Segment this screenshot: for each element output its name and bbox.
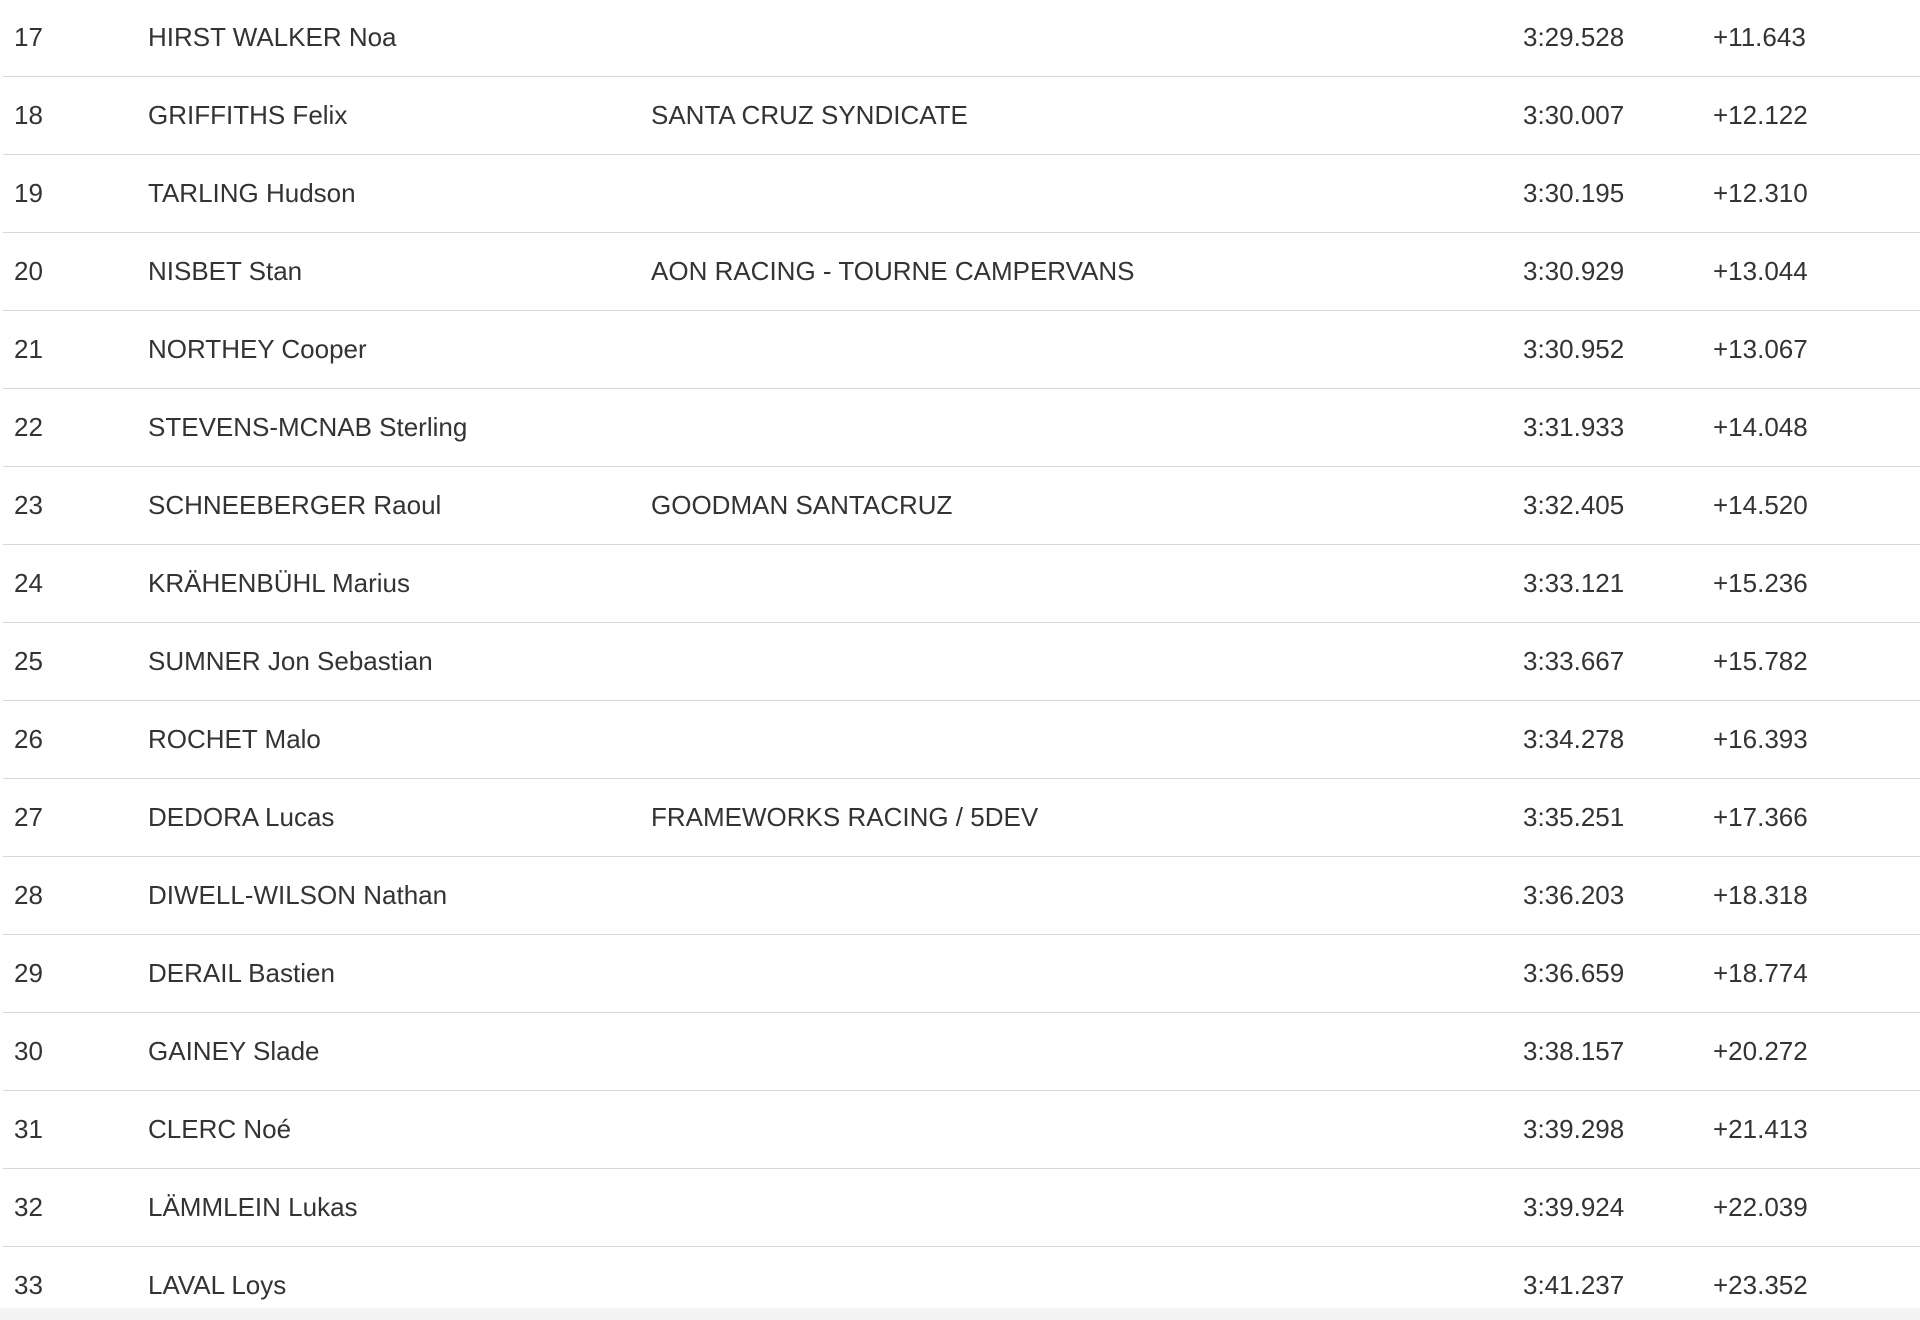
rank-cell: 31 — [14, 1114, 43, 1144]
table-row[interactable] — [3, 701, 1920, 779]
time-cell: 3:39.298 — [1523, 1114, 1625, 1144]
time-cell: 3:36.659 — [1523, 958, 1625, 988]
table-row[interactable] — [3, 545, 1920, 623]
gap-cell: +22.039 — [1713, 1192, 1808, 1222]
rider-name-cell: SCHNEEBERGER Raoul — [148, 490, 442, 520]
gap-cell: +18.318 — [1713, 880, 1808, 910]
rider-name-cell: NORTHEY Cooper — [148, 334, 367, 364]
team-cell: FRAMEWORKS RACING / 5DEV — [651, 802, 1039, 832]
table-row[interactable] — [3, 389, 1920, 467]
time-cell: 3:38.157 — [1523, 1036, 1625, 1066]
team-cell: GOODMAN SANTACRUZ — [651, 490, 953, 520]
table-row[interactable] — [3, 77, 1920, 155]
rider-name-cell: LÄMMLEIN Lukas — [148, 1192, 358, 1222]
gap-cell: +15.236 — [1713, 568, 1808, 598]
rider-name-cell: DIWELL-WILSON Nathan — [148, 880, 448, 910]
gap-cell: +13.044 — [1713, 256, 1808, 286]
rank-cell: 25 — [14, 646, 43, 676]
gap-cell: +14.048 — [1713, 412, 1808, 442]
rider-name-cell: HIRST WALKER Noa — [148, 22, 397, 52]
rider-name-cell: GAINEY Slade — [148, 1036, 320, 1066]
time-cell: 3:29.528 — [1523, 22, 1625, 52]
time-cell: 3:33.667 — [1523, 646, 1625, 676]
gap-cell: +17.366 — [1713, 802, 1808, 832]
time-cell: 3:31.933 — [1523, 412, 1625, 442]
time-cell: 3:33.121 — [1523, 568, 1625, 598]
rank-cell: 22 — [14, 412, 43, 442]
gap-cell: +20.272 — [1713, 1036, 1808, 1066]
time-cell: 3:32.405 — [1523, 490, 1625, 520]
time-cell: 3:30.929 — [1523, 256, 1625, 286]
rider-name-cell: KRÄHENBÜHL Marius — [148, 568, 410, 598]
rank-cell: 17 — [14, 22, 43, 52]
table-row[interactable] — [3, 311, 1920, 389]
table-row[interactable] — [3, 467, 1920, 545]
table-row[interactable] — [3, 779, 1920, 857]
rider-name-cell: DEDORA Lucas — [148, 802, 335, 832]
gap-cell: +11.643 — [1713, 22, 1806, 52]
bottom-fade — [0, 1308, 1920, 1320]
rank-cell: 18 — [14, 100, 43, 130]
gap-cell: +12.122 — [1713, 100, 1808, 130]
table-row[interactable] — [3, 1169, 1920, 1247]
time-cell: 3:30.007 — [1523, 100, 1625, 130]
gap-cell: +15.782 — [1713, 646, 1808, 676]
table-row[interactable] — [3, 857, 1920, 935]
rider-name-cell: SUMNER Jon Sebastian — [148, 646, 433, 676]
time-cell: 3:30.195 — [1523, 178, 1625, 208]
rider-name-cell: NISBET Stan — [148, 256, 303, 286]
team-cell: SANTA CRUZ SYNDICATE — [651, 100, 968, 130]
rank-cell: 24 — [14, 568, 43, 598]
rank-cell: 21 — [14, 334, 43, 364]
rider-name-cell: ROCHET Malo — [148, 724, 321, 754]
gap-cell: +14.520 — [1713, 490, 1808, 520]
time-cell: 3:41.237 — [1523, 1270, 1625, 1300]
rank-cell: 33 — [14, 1270, 43, 1300]
rider-name-cell: TARLING Hudson — [148, 178, 356, 208]
rider-name-cell: GRIFFITHS Felix — [148, 100, 348, 130]
rider-name-cell: CLERC Noé — [148, 1114, 292, 1144]
rank-cell: 30 — [14, 1036, 43, 1066]
table-row[interactable] — [3, 935, 1920, 1013]
gap-cell: +18.774 — [1713, 958, 1808, 988]
rank-cell: 29 — [14, 958, 43, 988]
gap-cell: +13.067 — [1713, 334, 1808, 364]
gap-cell: +23.352 — [1713, 1270, 1808, 1300]
table-row[interactable] — [3, 233, 1920, 311]
rank-cell: 23 — [14, 490, 43, 520]
team-cell: AON RACING - TOURNE CAMPERVANS — [651, 256, 1135, 286]
rider-name-cell: LAVAL Loys — [148, 1270, 287, 1300]
table-row[interactable] — [3, 0, 1920, 77]
table-row[interactable] — [3, 1013, 1920, 1091]
gap-cell: +21.413 — [1713, 1114, 1808, 1144]
rank-cell: 28 — [14, 880, 43, 910]
table-row[interactable] — [3, 155, 1920, 233]
rider-name-cell: STEVENS-MCNAB Sterling — [148, 412, 468, 442]
gap-cell: +16.393 — [1713, 724, 1808, 754]
time-cell: 3:36.203 — [1523, 880, 1625, 910]
rider-name-cell: DERAIL Bastien — [148, 958, 335, 988]
time-cell: 3:34.278 — [1523, 724, 1625, 754]
rank-cell: 26 — [14, 724, 43, 754]
rank-cell: 27 — [14, 802, 43, 832]
time-cell: 3:39.924 — [1523, 1192, 1625, 1222]
time-cell: 3:35.251 — [1523, 802, 1625, 832]
rank-cell: 20 — [14, 256, 43, 286]
rank-cell: 19 — [14, 178, 43, 208]
table-row[interactable] — [3, 1091, 1920, 1169]
table-row[interactable] — [3, 623, 1920, 701]
time-cell: 3:30.952 — [1523, 334, 1625, 364]
rank-cell: 32 — [14, 1192, 43, 1222]
gap-cell: +12.310 — [1713, 178, 1808, 208]
